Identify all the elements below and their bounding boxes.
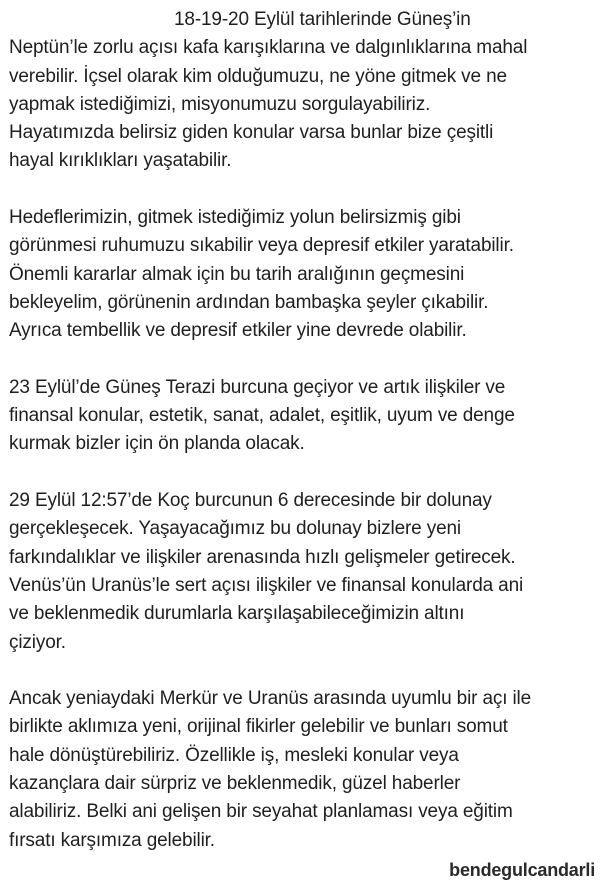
text-line: finansal konular, estetik, sanat, adalet, eşitlik, uyum ve denge	[9, 405, 515, 427]
text-line: Venüs’ün Uranüs’le sert açısı ilişkiler ve finansal konularda ani	[9, 574, 524, 596]
text-line: çiziyor.	[9, 631, 66, 653]
text-line: 18-19-20 Eylül tarihlerinde Güneş’in	[174, 9, 471, 30]
text-line: ve beklenmedik durumlarla karşılaşabileceğimizin altını	[9, 603, 465, 625]
text-line: bekleyelim, görünenin ardından bambaşka şeyler çıkabilir.	[9, 291, 489, 313]
paragraph	[9, 204, 601, 345]
paragraph	[9, 685, 601, 855]
text-line: Hedeflerimizin, gitmek istediğimiz yolun belirsizmiş gibi	[9, 207, 461, 229]
text-line: 29 Eylül 12:57’de Koç burcunun 6 derecesinde bir dolunay	[9, 490, 492, 512]
paragraph	[9, 374, 601, 459]
text-line: birlikte aklımıza yeni, orijinal fikirler gelebilir ve bunları somut	[9, 716, 508, 738]
text-line: verebilir. İçsel olarak kim olduğumuzu, ne yöne gitmek ve ne	[9, 65, 507, 87]
article-text	[9, 6, 601, 855]
paragraph-gap	[9, 176, 601, 204]
text-line: kazançlara dair sürpriz ve beklenmedik, güzel haberler	[9, 773, 461, 795]
paragraph-gap	[9, 459, 601, 487]
paragraph-gap	[9, 657, 601, 685]
paragraph-gap	[9, 346, 601, 374]
text-line: görünmesi ruhumuzu sıkabilir veya depresif etkiler yaratabilir.	[9, 235, 514, 257]
text-line: kurmak bizler için ön planda olacak.	[9, 433, 305, 455]
text-line: Önemli kararlar almak için bu tarih aralığının geçmesini	[9, 263, 465, 285]
text-line: 23 Eylül’de Güneş Terazi burcuna geçiyor ve artık ilişkiler ve	[9, 376, 506, 398]
text-line: hayal kırıklıkları yaşatabilir.	[9, 150, 232, 172]
text-line: yapmak istediğimizi, misyonumuzu sorgulayabiliriz.	[9, 93, 431, 115]
text-line: gerçekleşecek. Yaşayacağımız bu dolunay bizlere yeni	[9, 518, 461, 540]
text-line: Ayrıca tembellik ve depresif etkiler yine devrede olabilir.	[9, 320, 467, 342]
text-line: fırsatı karşımıza gelebilir.	[9, 829, 215, 851]
paragraph	[9, 6, 601, 176]
text-line: alabiliriz. Belki ani gelişen bir seyahat planlaması veya eğitim	[9, 801, 513, 823]
paragraph	[9, 487, 601, 657]
text-line: Ancak yeniaydaki Merkür ve Uranüs arasında uyumlu bir açı ile	[9, 688, 532, 710]
text-line: hale dönüştürebiliriz. Özellikle iş, mesleki konular veya	[9, 744, 459, 766]
text-line: Neptün’le zorlu açısı kafa karışıklarına ve dalgınlıklarına mahal	[9, 37, 528, 59]
text-line: Hayatımızda belirsiz giden konular varsa bunlar bize çeşitli	[9, 122, 494, 144]
text-line: farkındalıklar ve ilişkiler arenasında hızlı gelişmeler getirecek.	[9, 546, 516, 568]
author-signature: bendegulcandarli	[449, 860, 595, 880]
